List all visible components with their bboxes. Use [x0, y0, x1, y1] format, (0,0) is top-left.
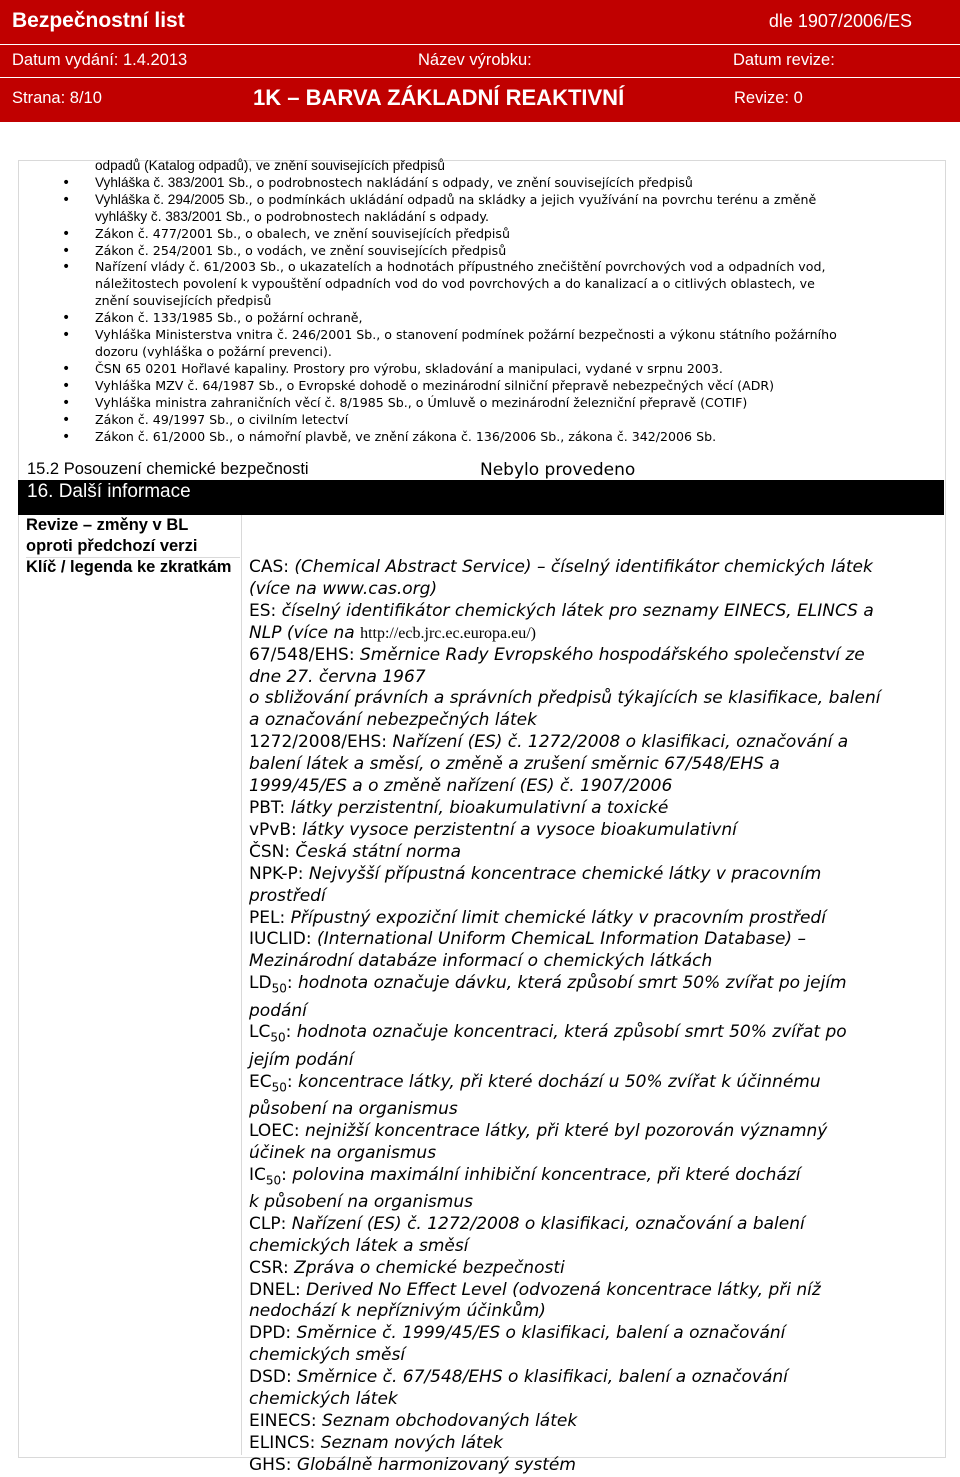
abbreviation-line — [249, 1099, 949, 1121]
abbreviation-term: vPvB: — [249, 819, 303, 840]
regulation-ref: Vyhláška č. 294/2005 Sb. — [95, 191, 249, 207]
abbreviation-definition: účinek na organismus — [249, 1142, 437, 1163]
regulation-item — [68, 243, 940, 260]
regulation-desc: , o obalech, ve znění souvisejících předpisů — [237, 225, 510, 241]
abbreviation-term: CLP: — [249, 1213, 292, 1234]
abbreviation-line — [249, 732, 949, 754]
abbreviation-line — [249, 1455, 949, 1477]
abbreviation-definition: působení na organismus — [249, 1098, 458, 1119]
abbreviation-definition: hodnota označuje dávku, která způsobí smrt 50% zvířat po jejím — [297, 973, 847, 994]
abbreviation-line — [249, 645, 949, 667]
regulation-ref: Vyhláška č. 383/2001 Sb. — [95, 174, 249, 190]
abbreviation-term: PBT: — [249, 797, 291, 818]
regulation-ref: znění souvisejících předpisů — [95, 293, 272, 309]
header-info-row — [0, 44, 960, 77]
abbreviation-term: LOEC: — [249, 1120, 305, 1141]
abbreviation-definition: chemických směsí — [249, 1345, 406, 1366]
header-title-row — [0, 0, 960, 44]
abbreviation-line — [249, 1280, 949, 1302]
abbreviation-colon: : — [286, 973, 298, 994]
abbreviation-definition: Přípustný expoziční limit chemické látky v pracovním prostředí — [290, 907, 826, 928]
abbreviation-line — [249, 1345, 949, 1367]
abbreviation-line — [249, 1389, 949, 1411]
abbreviation-definition: Směrnice Rady Evropského hospodářského společenství ze — [359, 644, 865, 665]
regulation-desc: , o podmínkách ukládání odpadů na skládky a jejich využívání na povrchu terénu a změně — [248, 191, 817, 207]
abbreviation-definition: Česká státní norma — [295, 841, 462, 862]
abbreviation-line — [249, 579, 949, 601]
abbreviation-definition: Zpráva o chemické bezpečnosti — [294, 1257, 565, 1278]
regulation-ref: Zákon č. 254/2001 Sb. — [95, 242, 238, 258]
abbreviation-definition: Nejvyšší přípustná koncentrace chemické látky v pracovním — [308, 863, 822, 884]
abbreviation-term: ES: — [249, 600, 282, 621]
abbreviation-definition: Seznam nových látek — [320, 1432, 504, 1453]
regulation-ref: ČSN 65 0201 Hořlavé kapaliny. Prostory pro výrobu, skladování a manipulaci, vydané v srpnu 2003. — [95, 360, 723, 376]
abbreviation-definition: balení látek a směsí, o změně a zrušení směrnic 67/548/EHS a — [249, 754, 780, 775]
regulation-ref: dle 1907/2006/ES — [768, 11, 912, 31]
abbreviation-key-label: Klíč / legenda ke zkratkám — [26, 558, 232, 576]
abbreviation-definition: látky vysoce perzistentní a vysoce bioakumulativní — [302, 819, 737, 840]
abbreviation-term: EC — [249, 1071, 272, 1092]
abbreviation-line — [249, 820, 949, 842]
abbreviation-definition: dne 27. června 1967 — [249, 666, 426, 687]
regulation-ref: Vyhláška ministra zahraničních věcí č. 8/1985 Sb. — [95, 394, 408, 410]
section-15-2-value: Nebylo provedeno — [480, 460, 636, 480]
abbreviation-definition: chemických látek a směsí — [249, 1235, 469, 1256]
abbreviation-definition: (International Uniform ChemicaL Information Database) – — [317, 929, 806, 950]
regulation-desc: , o podrobnostech nakládání s odpady. — [246, 208, 490, 224]
abbreviation-definition: nejnižší koncentrace látky, při které byl pozorován významný — [305, 1120, 828, 1141]
abbreviation-line — [249, 1433, 949, 1455]
regulation-ref: Zákon č. 133/1985 Sb. — [95, 310, 238, 326]
regulation-desc: , o civilním letectví — [229, 411, 349, 427]
abbreviation-line — [249, 1411, 949, 1433]
abbreviation-line — [249, 601, 949, 623]
regulation-item — [68, 395, 940, 412]
abbreviation-line — [249, 1192, 949, 1214]
abbreviation-definition: Derived No Effect Level (odvozená koncentrace látky, při níž — [306, 1279, 821, 1300]
abbreviation-definition: číselný identifikátor chemických látek pro seznamy EINECS, ELINCS a — [281, 600, 874, 621]
abbreviation-line — [249, 864, 949, 886]
abbreviation-term: LC — [249, 1022, 271, 1043]
regulation-item — [68, 429, 940, 446]
abbreviation-term: IC — [249, 1164, 266, 1185]
abbreviation-definition: Směrnice č. 1999/45/ES o klasifikaci, balení a označování — [296, 1323, 786, 1344]
abbreviation-definition: polovina maximální inhibiční koncentrace, při které dochází — [292, 1164, 801, 1185]
revision-number: Revize: 0 — [734, 89, 803, 107]
regulation-desc: , o Evropské dohodě o mezinárodní silniční přepravě nebezpečných věcí (ADR) — [278, 377, 775, 393]
regulation-item — [68, 293, 940, 310]
regulation-desc: , o ukazatelích a hodnotách přípustného znečištění povrchových vod a odpadních vod, — [280, 259, 826, 275]
regulation-ref: Zákon č. 477/2001 Sb. — [95, 225, 238, 241]
abbreviation-colon: : — [281, 1164, 293, 1185]
section-16-title: 16. Další informace — [27, 481, 191, 502]
abbreviation-definition: Směrnice č. 67/548/EHS o klasifikaci, balení a označování — [297, 1367, 788, 1388]
abbreviation-term: ČSN: — [249, 841, 296, 862]
abbreviation-line — [249, 929, 949, 951]
abbreviation-term: 67/548/EHS: — [249, 644, 360, 665]
document-title: Bezpečnostní list — [12, 9, 185, 32]
abbreviation-definition: Mezinárodní databáze informací o chemických látkách — [249, 951, 713, 972]
abbreviation-term: IUCLID: — [249, 929, 318, 950]
abbreviation-line — [249, 886, 949, 908]
abbreviation-colon: : — [286, 1071, 299, 1092]
abbreviation-subscript: 50 — [270, 1030, 286, 1045]
regulation-item — [68, 276, 940, 293]
abbreviation-line — [249, 776, 949, 798]
regulation-desc: , o Úmluvě o mezinárodní železniční přepravě (COTIF) — [407, 394, 748, 410]
abbreviation-colon: : — [285, 1022, 297, 1043]
regulation-ref: Nařízení vlády č. 61/2003 Sb. — [95, 259, 281, 275]
abbreviation-list — [249, 557, 949, 1477]
abbreviation-term: NPK-P: — [249, 863, 309, 884]
abbreviation-definition: hodnota označuje koncentraci, která způsobí smrt 50% zvířat po — [296, 1022, 847, 1043]
regulation-item — [68, 209, 940, 226]
issue-date: Datum vydání: 1.4.2013 — [12, 51, 188, 69]
abbreviation-line — [249, 1165, 949, 1192]
abbreviation-line — [249, 710, 949, 732]
abbreviation-line — [249, 754, 949, 776]
regulation-ref: Vyhláška Ministerstva vnitra č. 246/2001 Sb. — [95, 327, 377, 343]
product-name-label: Název výrobku: — [418, 51, 532, 69]
abbreviation-definition: prostředí — [249, 885, 326, 906]
regulation-item — [68, 327, 940, 344]
section-15-2-title: 15.2 Posouzení chemické bezpečnosti — [27, 460, 309, 478]
regulation-item — [68, 378, 940, 395]
abbreviation-definition: chemických látek — [249, 1389, 398, 1410]
abbreviation-definition: nedochází k nepříznivým účinkům) — [249, 1301, 546, 1322]
abbreviation-line — [249, 842, 949, 864]
abbreviation-definition: Nařízení (ES) č. 1272/2008 o klasifikaci, označování a balení — [291, 1213, 805, 1234]
abbreviation-definition: Globálně harmonizovaný systém — [296, 1454, 576, 1475]
abbreviation-definition: (více na www.cas.org) — [249, 578, 438, 599]
regulation-ref: náležitostech povolení k vypouštění odpadních vod do vod povrchových a do kanalizací a o citlivých oblastech, ve — [95, 276, 815, 292]
abbreviation-line — [249, 908, 949, 930]
abbreviation-line — [249, 1323, 949, 1345]
product-name: 1K – BARVA ZÁKLADNÍ REAKTIVNÍ — [253, 85, 625, 110]
abbreviation-subscript: 50 — [271, 981, 287, 996]
regulation-item — [68, 344, 940, 361]
section-16-label-column — [26, 515, 242, 1455]
abbreviation-definition: látky perzistentní, bioakumulativní a toxické — [290, 797, 669, 818]
regulation-ref: vyhlášky č. 383/2001 Sb. — [95, 208, 247, 224]
abbreviation-line — [249, 1001, 949, 1023]
abbreviation-line — [249, 1050, 949, 1072]
abbreviation-term: PEL: — [249, 907, 291, 928]
header-product-row — [0, 77, 960, 122]
abbreviation-line — [249, 951, 949, 973]
abbreviation-term: DPD: — [249, 1323, 297, 1344]
abbreviation-line — [249, 667, 949, 689]
abbreviation-term: EINECS: — [249, 1411, 323, 1431]
regulation-item — [68, 175, 940, 192]
abbreviation-term: 1272/2008/EHS: — [249, 732, 393, 753]
regulation-item — [68, 192, 940, 209]
abbreviation-subscript: 50 — [265, 1173, 282, 1188]
page-number: Strana: 8/10 — [12, 89, 102, 107]
abbreviation-line — [249, 973, 949, 1000]
abbreviation-line — [249, 1022, 949, 1049]
regulation-desc: , o námořní plavbě, ve znění zákona č. 136/2006 Sb., zákona č. 342/2006 Sb. — [229, 428, 717, 444]
regulation-ref: Vyhláška MZV č. 64/1987 Sb. — [95, 377, 279, 393]
regulations-list — [68, 158, 940, 445]
regulation-item — [68, 226, 940, 243]
abbreviation-line — [249, 623, 949, 645]
abbreviation-line — [249, 1236, 949, 1258]
abbreviation-definition: (Chemical Abstract Service) – číselný identifikátor chemických látek — [294, 557, 873, 577]
abbreviation-line — [249, 1072, 949, 1099]
regulation-desc: , o vodách, ve znění souvisejících předpisů — [237, 242, 507, 258]
abbreviation-term: ELINCS: — [249, 1432, 321, 1453]
abbreviation-term: LD — [249, 973, 272, 994]
abbreviation-line — [249, 1367, 949, 1389]
abbreviation-term: DSD: — [249, 1367, 298, 1388]
abbreviation-line — [249, 798, 949, 820]
abbreviation-line — [249, 1121, 949, 1143]
abbreviation-definition: a označování nebezpečných látek — [249, 710, 537, 731]
revision-changes-label: Revize – změny v BL oproti předchozí verzi — [26, 516, 198, 555]
regulation-desc: , o stanovení podmínek požární bezpečnosti a výkonu státního požárního — [376, 327, 837, 343]
abbreviation-line — [249, 688, 949, 710]
abbreviation-line — [249, 1214, 949, 1236]
regulation-ref: Zákon č. 49/1997 Sb. — [95, 411, 230, 427]
abbreviation-definition: 1999/45/ES a o změně nařízení (ES) č. 1907/2006 — [249, 776, 673, 797]
regulation-desc: , o požární ochraně, — [237, 310, 363, 326]
abbreviation-term: CAS: — [249, 557, 295, 577]
regulation-ref: odpadů (Katalog odpadů), ve znění souvisejících předpisů — [95, 158, 445, 173]
regulation-item — [68, 158, 940, 175]
abbreviation-definition: koncentrace látky, při které dochází u 50% zvířat k účinnému — [298, 1071, 821, 1092]
regulation-ref: dozoru (vyhláška o požární prevenci). — [95, 343, 332, 359]
abbreviation-term: GHS: — [249, 1454, 297, 1475]
abbreviation-definition: jejím podání — [249, 1049, 354, 1070]
abbreviation-term: DNEL: — [249, 1279, 307, 1300]
abbreviation-definition: podání — [249, 1000, 307, 1021]
regulation-desc: , o podrobnostech nakládání s odpady, ve znění souvisejících předpisů — [248, 174, 693, 190]
abbreviation-subscript: 50 — [271, 1080, 287, 1095]
abbreviation-definition: Seznam obchodovaných látek — [322, 1411, 578, 1431]
abbreviation-link: http://ecb.jrc.ec.europa.eu/) — [360, 624, 536, 642]
abbreviation-definition: Nařízení (ES) č. 1272/2008 o klasifikaci, označování a — [392, 732, 849, 753]
abbreviation-line — [249, 1301, 949, 1323]
abbreviation-line — [249, 557, 949, 579]
abbreviation-line — [249, 1143, 949, 1165]
regulation-item — [68, 361, 940, 378]
abbreviation-definition: k působení na organismus — [249, 1191, 473, 1212]
revision-date-label: Datum revize: — [733, 51, 835, 69]
regulation-ref: Zákon č. 61/2000 Sb. — [95, 428, 230, 444]
abbreviation-definition: o sbližování právních a správních předpisů týkajících se klasifikace, balení — [249, 688, 881, 709]
regulation-item — [68, 259, 940, 276]
regulation-item — [68, 310, 940, 327]
regulation-item — [68, 412, 940, 429]
abbreviation-line — [249, 1258, 949, 1280]
abbreviation-term: CSR: — [249, 1257, 295, 1278]
abbreviation-definition: NLP (více na — [249, 622, 361, 643]
